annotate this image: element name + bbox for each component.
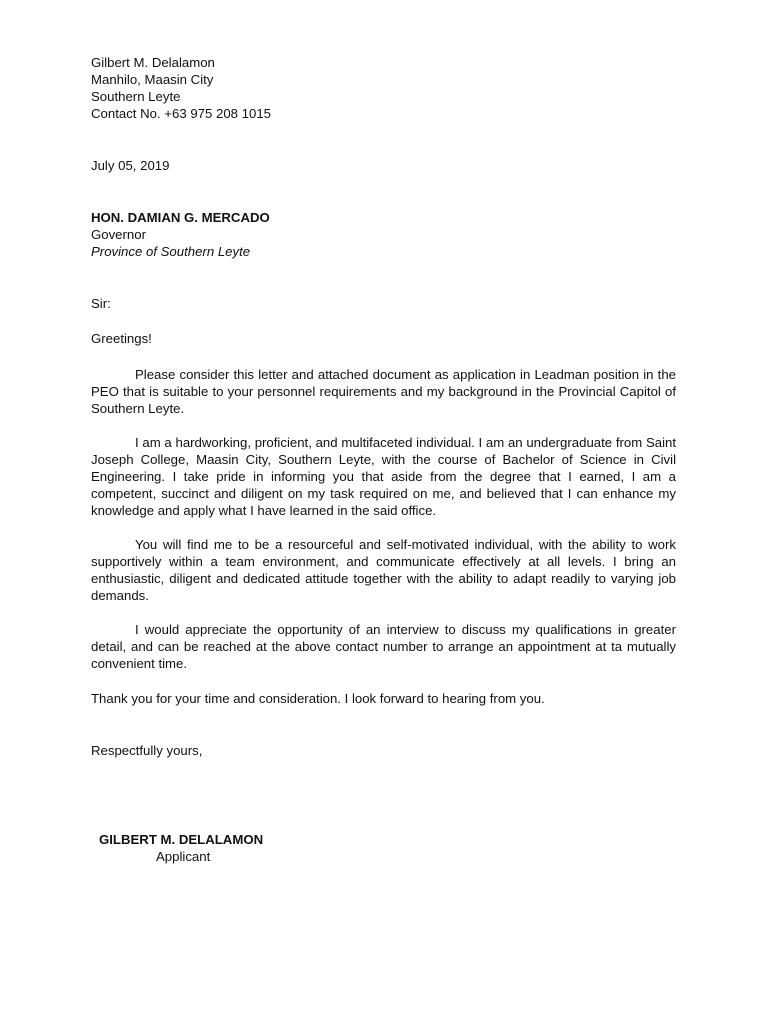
closing-line (91, 690, 676, 707)
date-text: July 05, 2019 (91, 158, 170, 173)
letter-content (91, 54, 676, 759)
letter-date (91, 157, 676, 174)
body-paragraph-2: I am a hardworking, proficient, and multifaceted individual. I am an undergraduate from Saint Joseph College, Maasin City, Southern Leyte, with the course of Bachelor of Science in Civil Engineering. I take pride in informing you that aside from the degree that I earned, I am a competent, succinct and diligent on my task required on me, and believed that I can enhance my knowledge and apply what I have learned in the said office. (91, 435, 676, 518)
salutation (91, 295, 676, 312)
salutation-text: Sir: (91, 296, 111, 311)
body-paragraph-3: You will find me to be a resourceful and self-motivated individual, with the ability to work supportively within a team environment, and communicate effectively at all levels. I bring an enthusiastic, diligent and dedicated attitude together with the ability to adapt readily to varying job demands. (91, 537, 676, 603)
recipient-title: Governor (91, 227, 146, 242)
sender-contact: Contact No. +63 975 208 1015 (91, 106, 272, 121)
signoff-text: Respectfully yours, (91, 743, 203, 758)
signature-name: GILBERT M. DELALAMON (99, 832, 264, 847)
sender-address-line1: Manhilo, Maasin City (91, 72, 214, 87)
sender-block (91, 54, 676, 122)
body-paragraph-4: I would appreciate the opportunity of an interview to discuss my qualifications in greater detail, and can be reached at the above contact number to arrange an appointment at ta mutually convenient time. (91, 622, 676, 671)
signature-title: Applicant (156, 849, 211, 864)
sender-name: Gilbert M. Delalamon (91, 55, 215, 70)
greeting (91, 330, 676, 347)
sender-address-line2: Southern Leyte (91, 89, 181, 104)
body-paragraph-1: Please consider this letter and attached document as application in Leadman position in the PEO that is suitable to your personnel requirements and my background in the Provincial Capitol of Southern Leyte. (91, 367, 676, 416)
recipient-name: HON. DAMIAN G. MERCADO (91, 210, 270, 225)
recipient-block (91, 209, 676, 260)
closing-line-text: Thank you for your time and consideration. I look forward to hearing from you. (91, 691, 545, 706)
recipient-office: Province of Southern Leyte (91, 244, 251, 259)
greeting-text: Greetings! (91, 331, 152, 346)
signoff (91, 742, 676, 759)
